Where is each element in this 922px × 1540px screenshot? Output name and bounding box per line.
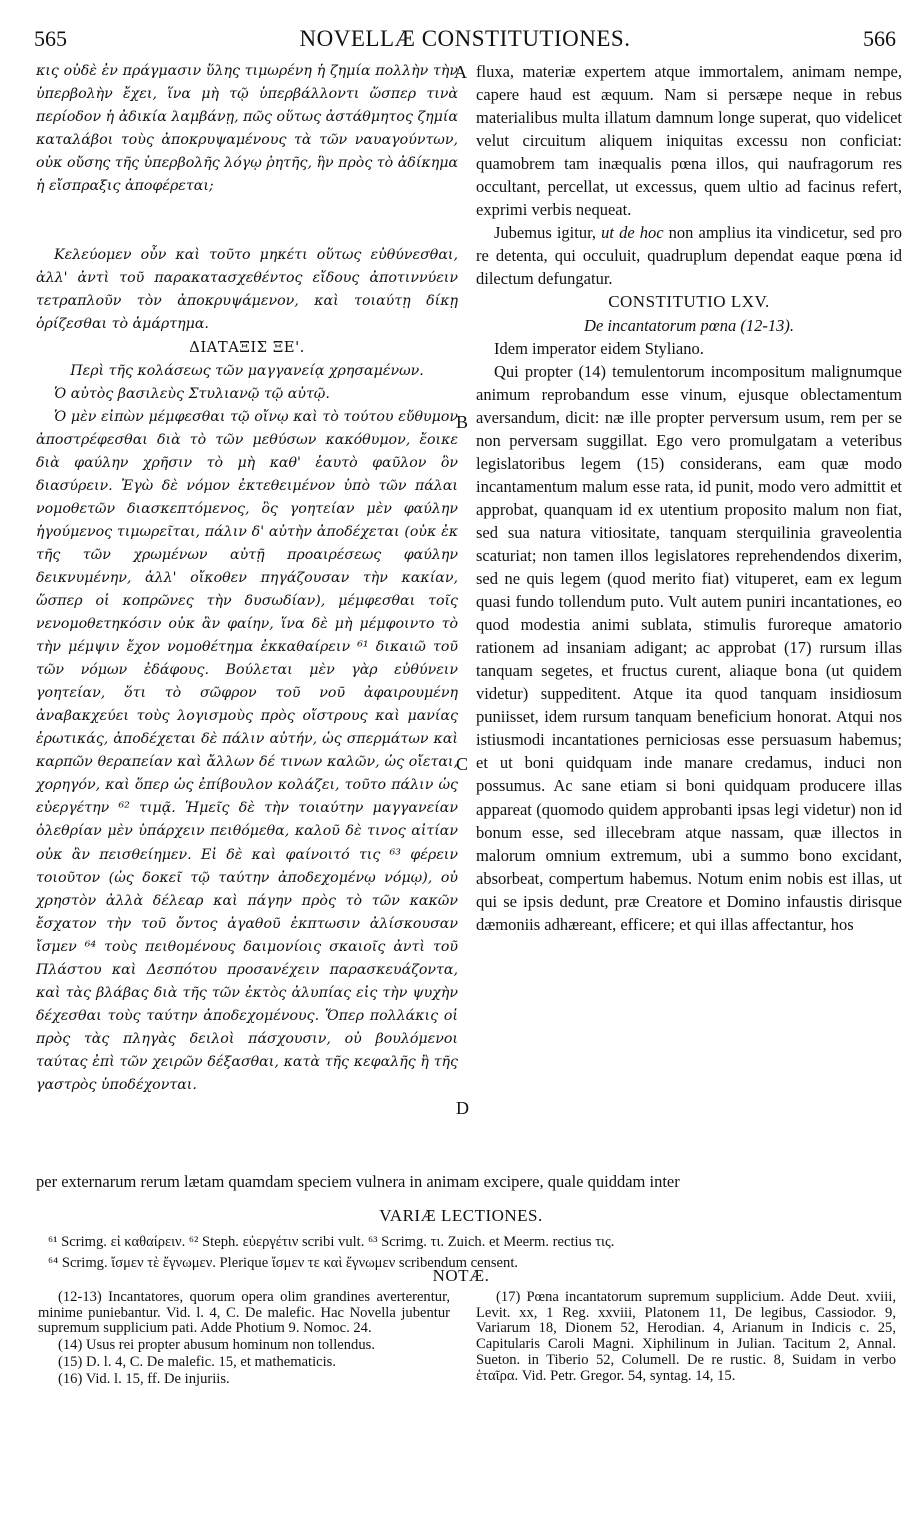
latin-paragraph-2: Jubemus igitur, ut de hoc non amplius ita vindicetur, sed pro re detenta, qui occuluit, quadruplum dependat eaque pœna id dilectum defungatur. xyxy=(476,223,902,289)
notes-left-column xyxy=(38,1290,450,1388)
note-15: (15) D. l. 4, C. De malefic. 15, et mathematicis. xyxy=(58,1353,337,1370)
variae-lectiones-title: VARIÆ LECTIONES. xyxy=(379,1206,543,1225)
latin-paragraph-1: fluxa, materiæ expertem atque immortalem, animam nempe, capere haud est æquum. Nam si persæpe neque in rebus materialibus multa illatum damnum longe superat, quo videlicet velut circuitum aliquem iniquitas excessu non conficiat: quamobrem tam inæqualis pœna illos, qui naufragorum res occultant, percellat, ut excessus, quem ultio ad facinus refert, exprimi verbis nequeat. xyxy=(476,62,902,220)
variae-line-1: ⁶¹ Scrimg. εἰ καθαίρειν. ⁶² Steph. εὐεργέτιν scribi vult. ⁶³ Scrimg. τι. Zuich. et Meerm. rectius τις. xyxy=(48,1234,615,1250)
greek-paragraph-1: κις οὐδὲ ἐν πράγμασιν ὕλης τιμωρένη ἡ ζημία πολλὴν τὴν ὑπερβολὴν ἔχει, ἵνα μὴ τῷ ὑπερβάλλοντι ὥσπερ τινὰ περίοδον ἡ ἀδικία λαμβάνῃ, πῶς οὕτως ἀστάθμητος ζημία καταλάβοι τοὺς ἀποκρυψαμένους τὰ τῶν ναυαγούντων, οὐκ οὔσης τῆς ὑπερβολῆς λόγῳ ῥητῆς, ἣν πρὸς τὸ ἀδίκημα ἡ εἴσπραξις ἀποφέρεται; xyxy=(36,63,458,195)
margin-mark-d: D xyxy=(456,1098,469,1118)
variae-line-2: ⁶⁴ Scrimg. ἴσμεν τὲ ἔγνωμεν. Plerique ἴσμεν τε καὶ ἔγνωμεν scribendum censent. xyxy=(48,1255,519,1271)
note-17: (17) Pœna incantatorum supremum supplicium. Adde Deut. xviii, Levit. xx, 1 Reg. xxviii, Platonem 11, De legibus, Cassiodor. 9, Variarum 18, Dionem 52, Herodian. 4, Arianum in Indicis c. 25, Capitularis Caroli Magni. Xiphilinum in Julian. Tacitum 2, Annal. Sueton. in Tiberio 52, Columell. De re rustic. 8, Suidam in verbo ἑταῖρα. Vid. Petr. Gregor. 54, syntag. 14, 15. xyxy=(476,1289,896,1384)
margin-mark-a: A xyxy=(454,62,467,82)
greek-address: Ὁ αὐτὸς βασιλεὺς Στυλιανῷ τῷ αὐτῷ. xyxy=(54,385,330,402)
page-header xyxy=(34,26,896,56)
notes-right-column xyxy=(476,1290,896,1385)
greek-paragraph-3: Ὁ μὲν εἰπὼν μέμφεσθαι τῷ οἴνῳ καὶ τὸ τούτου εὔθυμον ἀποστρέφεσθαι διὰ τὸ τῶν μεθύσων κακόθυμον, ἔοικε διὰ φαύλην χρῆσιν τὸ μὴ καθ' ἑαυτὸ φαῦλον ὂν διασύρειν. Ἐγὼ δὲ νόμον ἐκτεθειμένον ὑπὸ τῶν πάλαι νομοθετῶν διασκεπτόμενος, ὃς γοητείαν μὲν φαύλην ἡγούμενος τιμωρεῖται, πάλιν δ' αὐτὴν ἀποδέχεται (οὐκ ἐκ τῆς τῶν χρωμένων αὐτῇ προαιρέσεως φαύλην δεικνυμένην, ἀλλ' οἴκοθεν πηγάζουσαν τὴν κακίαν, ὥσπερ οἱ κοπρῶνες τὴν δυσωδίαν), μέμφεσθαι τοῖς νενομοθετηκόσιν οὐκ ἂν φαίην, ἵνα δὲ μὴ μέμφοιντο τὸ τὴν μέμψιν ἔχον νομοθέτημα ἐκκαθαίρειν ⁶¹ δικαιῶ τοῦ τῶν νόμων ἐδάφους. Βούλεται μὲν γὰρ εὐθύνειν γοητείαν, ὅτι τὸ σῶφρον τοῦ νοῦ ἀφαιρουμένη ἀναβακχεύει τοὺς λογισμοὺς πρὸς οἴστρους καὶ μανίας ἐρωτικάς, ἀποδέχεται δὲ πάλιν αὐτήν, ὡς σπερμάτων καὶ καρπῶν θεραπείαν καὶ ἄλλων δέ τινων καλῶν, ὡς οἴεται, χορηγόν, καὶ ὅπερ ὡς ἐπίβουλον κολάζει, τοῦτο πάλιν ὡς εὐεργέτην ⁶² τιμᾷ. Ἡμεῖς δὲ τὴν τοιαύτην μαγγανείαν ὀλεθρίαν μὲν ὑπάρχειν πειθόμεθα, καλοῦ δὲ τινος αἰτίαν οὐκ ἂν πεισθείημεν. Εἰ δὲ καὶ φαίνοιτό τις ⁶³ φέρειν τοιοῦτον (ὡς δοκεῖ τῷ ταύτην ἀποδεχομένῳ νόμῳ), οὐ χρηστὸν ἀλλὰ δέλεαρ καὶ πάγην πρὸς τὸ τῶν κακῶν ἔσχατον τὴν τοῦ ὄντος ἀγαθοῦ ἐκπτωσιν ἀλίσκουσαν ἴσμεν ⁶⁴ τοὺς πειθομένους δαιμονίοις σκαιοῖς ἀντὶ τοῦ Πλάστου καὶ Δεσπότου προσανέχειν παρασκευάζοντα, καὶ τὰς βλάβας διὰ τῆς τῶν ἐκτὸς ἀλυπίας εἰς τὴν ψυχὴν δέχεσθαι τοὺς ταύτην ἀποδεχομένους. Ὅπερ πολλάκις οἱ πρὸς τὰς πληγὰς δειλοὶ πάσχουσιν, οὐ βουλόμενοι ταύτας ἐπὶ τῶν χειρῶν δέξασθαι, κατὰ τῆς κεφαλῆς ἢ τῆς γαστρὸς ὑποδέχονται. xyxy=(36,408,458,1093)
latin-subheading: De incantatorum pœna (12-13). xyxy=(584,315,794,335)
note-16: (16) Vid. l. 15, ff. De injuriis. xyxy=(58,1370,230,1387)
run-on-line: per externarum rerum lætam quamdam speciem vulnera in animam excipere, quale quiddam inter xyxy=(36,1172,680,1191)
latin-constitution-heading: CONSTITUTIO LXV. xyxy=(608,292,770,312)
page-number-left: 565 xyxy=(34,26,67,51)
margin-mark-b: B xyxy=(456,412,469,432)
margin-mark-c: C xyxy=(456,754,469,774)
note-12-13: (12-13) Incantatores, quorum opera olim grandines averterentur, minime puniebantur. Vid. l. 4, C. De malefic. Hac Novella jubentur supremum supplicium pati. Adde Photium 9. Nomoc. 24. xyxy=(38,1289,450,1337)
note-14: (14) Usus rei propter abusum hominum non tollendus. xyxy=(58,1337,375,1354)
latin-column xyxy=(476,60,902,936)
latin-paragraph-3: Qui propter (14) temulentorum incompositum malignumque animum reprobandum esse vinum, ejusque oblectamentum aversandum, dicit: næ ille propter perversum usum, rem per se non perversam suggillat. Ego vero promulgatam a veteribus legislatoribus legem (15) considerans, eam quæ modo incantamentum malum esse rata, id punit, modo vero admittit et approbat, quanquam id ex utentium proposito malum non fiat, sed sua natura vitiositate, tanquam sterquilinia graveolentia scaturiat; non tamen illos legislatores reprehendendos dixerim, sed ne quis legem (quod merito fiat) vituperet, eam ex legum quasi fundo tollendum puto. Vult autem puniri incantationes, eo quod modestia animi sublata, stimulis furoreque amatorio rationem ad insaniam adigant; ac approbat (17) rursum illas tanquam segetes, et fructus curent, aliaque bona (ut quidem videtur) suppeditent. Atque ita quod tanquam insidiosum puniisset, idem rursum tanquam beneficium honorat. Atqui nos istiusmodi incantationes perniciosas esse persuasum habemus; et ut boni quidquam inde manare credamus, induci non possumus. Ac sane etiam si boni quidquam producere illas appareat (quomodo quidem approbanti ipsas legi videtur) non id bonum esse, sed illecebram atque nassam, quæ illectos in malorum omnium extremum, ubi a summo bono excidant, absorbeat, compertum habemus. Notum enim nobis est illas, ut qui se ipsis dedunt, præ Creatore et Domino infaustis dirisque dæmoniis adhæreant, efficere; et qui illas affectantur, hos xyxy=(476,361,902,934)
page-number-right: 566 xyxy=(863,26,896,51)
greek-constitution-heading: ΔΙΑΤΑΞΙΣ ΞΕ'. xyxy=(189,339,305,357)
greek-subheading: Περὶ τῆς κολάσεως τῶν μαγγανείᾳ χρησαμένων. xyxy=(70,362,424,379)
notae-title: NOTÆ. xyxy=(432,1266,490,1285)
greek-paragraph-2: Κελεύομεν οὖν καὶ τοῦτο μηκέτι οὕτως εὐθύνεσθαι, ἀλλ' ἀντὶ τοῦ παρακατασχεθέντος εἴδους ἀποτιννύειν τετραπλοῦν τὸν ἀποκρυψάμενον, καὶ τοιαύτῃ δίκῃ ὁρίζεσθαι τὸ ἁμάρτημα. xyxy=(36,247,458,333)
running-title: NOVELLÆ CONSTITUTIONES. xyxy=(299,26,631,51)
greek-column xyxy=(36,60,458,1097)
latin-address: Idem imperator eidem Styliano. xyxy=(494,338,704,358)
